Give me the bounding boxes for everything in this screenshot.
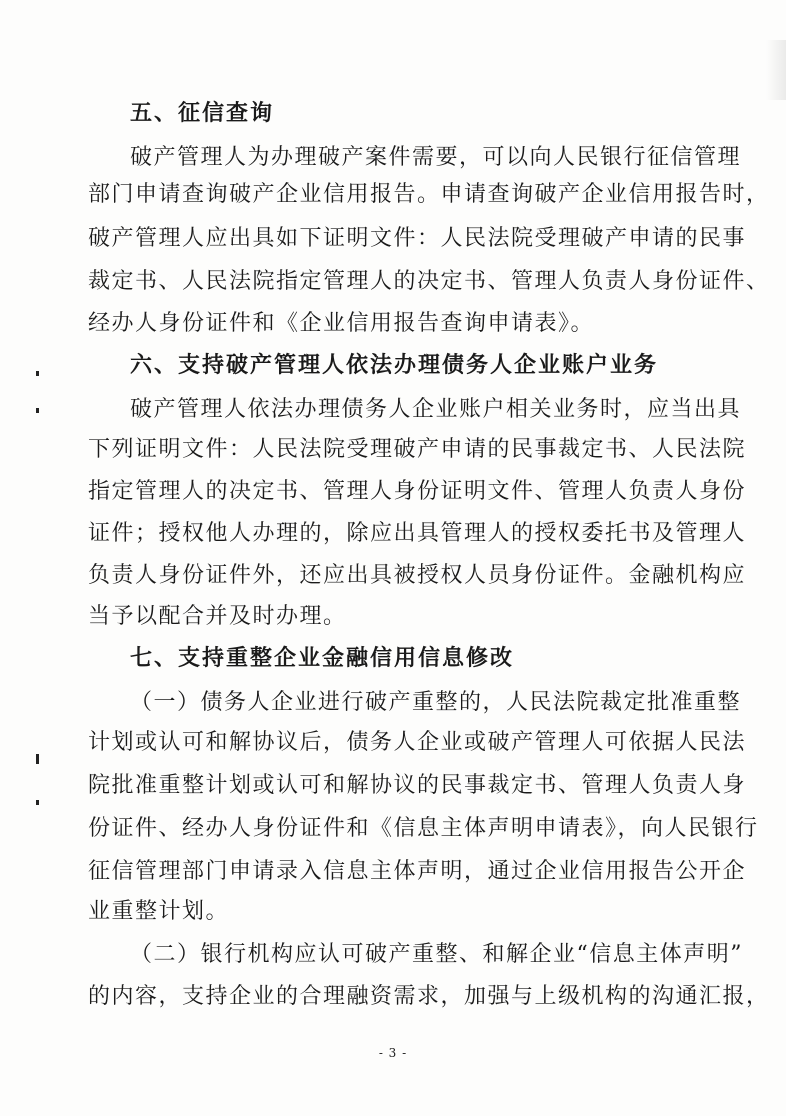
paragraph-line: 经办人身份证件和《企业信用报告查询申请表》。 <box>88 311 595 336</box>
scan-speck <box>36 408 39 413</box>
paragraph-line: （二）银行机构应认可破产重整、和解企业“信息主体声明” <box>130 942 743 967</box>
scan-speck <box>36 371 39 376</box>
paragraph-line: 当予以配合并及时办理。 <box>88 604 347 629</box>
paragraph-line: 指定管理人的决定书、管理人身份证明文件、管理人负责人身份 <box>88 479 747 504</box>
paragraph-line: 部门申请查询破产企业信用报告。申请查询破产企业信用报告时， <box>88 182 770 207</box>
section-heading-credit-inquiry: 五、征信查询 <box>130 101 275 126</box>
paragraph-line: 业重整计划。 <box>88 899 230 924</box>
paragraph-line: 负责人身份证件外，还应出具被授权人员身份证件。金融机构应 <box>88 563 747 588</box>
paragraph-line: 征信管理部门申请录入信息主体声明，通过企业信用报告公开企 <box>88 859 747 884</box>
page-number: - 3 - <box>378 1046 408 1060</box>
paragraph-line: 破产管理人依法办理债务人企业账户相关业务时，应当出具 <box>130 397 742 422</box>
paragraph-line: 破产管理人应出具如下证明文件：人民法院受理破产申请的民事 <box>88 226 747 251</box>
section-heading-credit-info-modification: 七、支持重整企业金融信用信息修改 <box>130 646 515 671</box>
paragraph-line: 的内容，支持企业的合理融资需求，加强与上级机构的沟通汇报， <box>88 984 770 1009</box>
paragraph-line: 下列证明文件：人民法院受理破产申请的民事裁定书、人民法院 <box>88 437 747 462</box>
paragraph-line: （一）债务人企业进行破产重整的，人民法院裁定批准重整 <box>130 690 742 715</box>
paragraph-line: 裁定书、人民法院指定管理人的决定书、管理人负责人身份证件、 <box>88 269 770 294</box>
paragraph-line: 计划或认可和解协议后，债务人企业或破产管理人可依据人民法 <box>88 730 747 755</box>
scan-edge-shadow <box>766 40 786 100</box>
section-heading-account-business: 六、支持破产管理人依法办理债务人企业账户业务 <box>130 353 659 378</box>
paragraph-line: 院批准重整计划或认可和解协议的民事裁定书、管理人负责人身 <box>88 773 747 798</box>
scan-speck <box>36 800 39 805</box>
paragraph-line: 证件；授权他人办理的，除应出具管理人的授权委托书及管理人 <box>88 521 747 546</box>
paragraph-line: 份证件、经办人身份证件和《信息主体声明申请表》，向人民银行 <box>88 816 759 841</box>
scan-speck <box>36 754 39 764</box>
paragraph-line: 破产管理人为办理破产案件需要，可以向人民银行征信管理 <box>130 145 742 170</box>
